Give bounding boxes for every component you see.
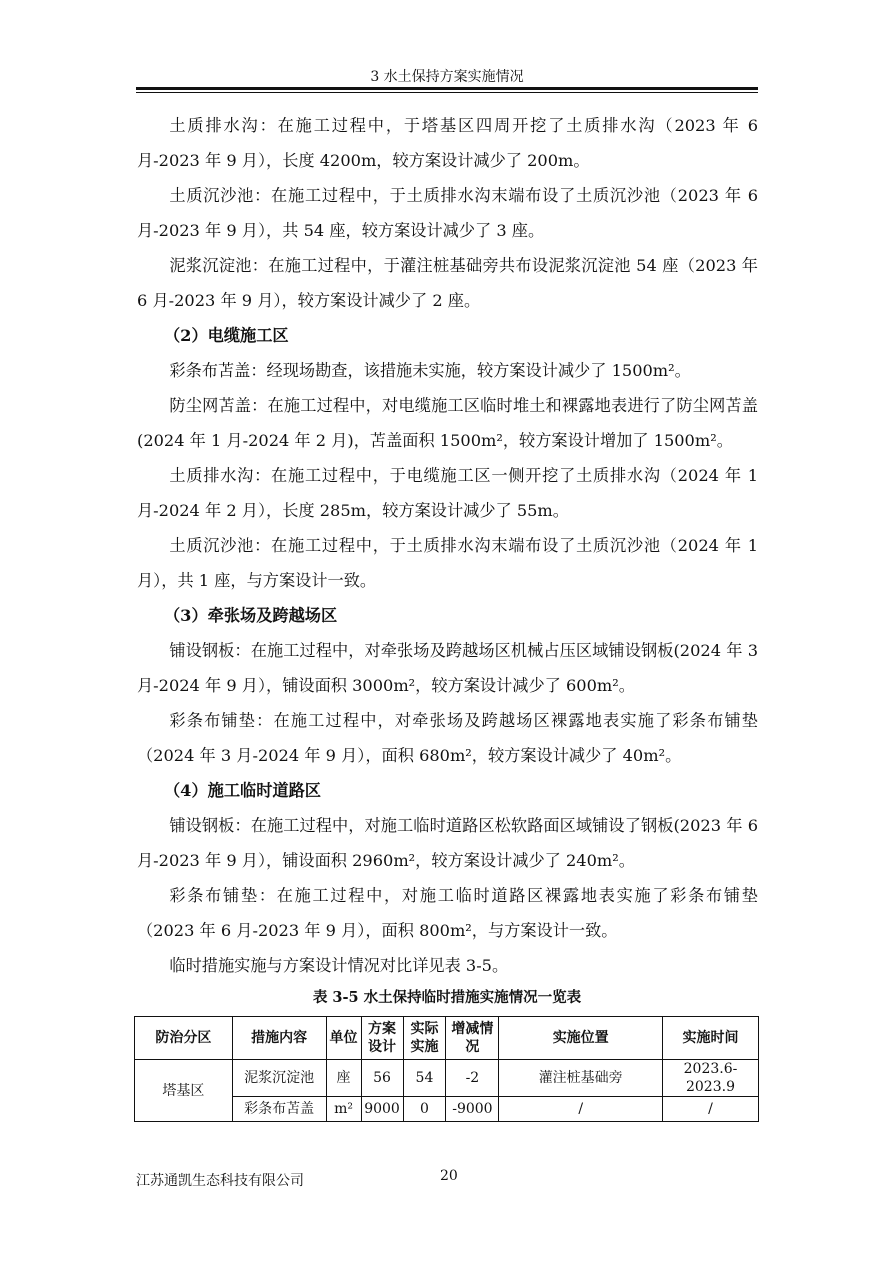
header-cell: 防治分区 <box>135 1017 233 1060</box>
table-cell: m² <box>326 1097 361 1122</box>
header-cell: 增减情况 <box>446 1017 499 1060</box>
table-header-row <box>135 1017 759 1060</box>
paragraph: 临时措施实施与方案设计情况对比详见表 3-5。 <box>169 956 509 975</box>
section-heading: （4）施工临时道路区 <box>164 781 321 800</box>
paragraph: 彩条布苫盖：经现场勘查，该措施未实施，较方案设计减少了 1500m²。 <box>169 361 691 380</box>
table-row <box>135 1060 759 1097</box>
measures-table <box>134 1016 759 1122</box>
header-cell: 实施位置 <box>499 1017 663 1060</box>
paragraph: 泥浆沉淀池：在施工过程中，于灌注桩基础旁共布设泥浆沉淀池 54 座（2023 年 6 月-2023 年 9 月），较方案设计减少了 2 座。 <box>137 256 758 310</box>
header-rule-thick <box>136 87 758 90</box>
header-cell: 实际实施 <box>403 1017 446 1060</box>
table-cell: -9000 <box>446 1097 499 1122</box>
paragraph: 土质沉沙池：在施工过程中，于土质排水沟末端布设了土质沉沙池（2023 年 6 月-2023 年 9 月），共 54 座，较方案设计减少了 3 座。 <box>137 186 758 240</box>
paragraph: 土质排水沟：在施工过程中，于电缆施工区一侧开挖了土质排水沟（2024 年 1 月-2024 年 2 月），长度 285m，较方案设计减少了 55m。 <box>137 466 758 520</box>
paragraph: 防尘网苫盖：在施工过程中，对电缆施工区临时堆土和裸露地表进行了防尘网苫盖(2024 年 1 月-2024 年 2 月)，苫盖面积 1500m²，较方案设计增加了 1500m²。 <box>137 396 758 450</box>
paragraph: 彩条布铺垫：在施工过程中，对施工临时道路区裸露地表实施了彩条布铺垫（2023 年 6 月-2023 年 9 月），面积 800m²，与方案设计一致。 <box>137 886 758 940</box>
paragraph: 铺设钢板：在施工过程中，对牵张场及跨越场区机械占压区域铺设钢板(2024 年 3 月-2024 年 9 月），铺设面积 3000m²，较方案设计减少了 600m²。 <box>137 641 758 695</box>
header-cell: 措施内容 <box>232 1017 326 1060</box>
table-title: 表 3-5 水土保持临时措施实施情况一览表 <box>312 989 582 1006</box>
footer-company: 江苏通凯生态科技有限公司 <box>136 1173 304 1189</box>
header-cell: 单位 <box>326 1017 361 1060</box>
table-cell: / <box>662 1097 758 1122</box>
table-cell: 泥浆沉淀池 <box>232 1060 326 1097</box>
running-header: 3 水土保持方案实施情况 <box>370 69 524 85</box>
paragraph: 土质排水沟：在施工过程中，于塔基区四周开挖了土质排水沟（2023 年 6 月-2023 年 9 月），长度 4200m，较方案设计减少了 200m。 <box>137 116 758 170</box>
section-heading: （3）牵张场及跨越场区 <box>164 606 338 625</box>
table-cell: 2023.6-2023.9 <box>662 1060 758 1097</box>
table-cell: 座 <box>326 1060 361 1097</box>
table-cell: 54 <box>403 1060 446 1097</box>
table-cell: / <box>499 1097 663 1122</box>
header-cell: 方案设计 <box>361 1017 403 1060</box>
table-cell: 灌注桩基础旁 <box>499 1060 663 1097</box>
table-cell: 彩条布苫盖 <box>232 1097 326 1122</box>
zone-cell: 塔基区 <box>135 1060 233 1122</box>
table-cell: 56 <box>361 1060 403 1097</box>
page-number: 20 <box>440 1168 458 1184</box>
section-heading: （2）电缆施工区 <box>164 326 289 345</box>
paragraph: 彩条布铺垫：在施工过程中，对牵张场及跨越场区裸露地表实施了彩条布铺垫（2024 年 3 月-2024 年 9 月），面积 680m²，较方案设计减少了 40m²。 <box>137 711 758 765</box>
document-body <box>137 108 758 983</box>
table-cell: 9000 <box>361 1097 403 1122</box>
header-rule-thin <box>136 92 758 93</box>
table-cell: 0 <box>403 1097 446 1122</box>
table-cell: -2 <box>446 1060 499 1097</box>
paragraph: 土质沉沙池：在施工过程中，于土质排水沟末端布设了土质沉沙池（2024 年 1 月），共 1 座，与方案设计一致。 <box>137 536 758 590</box>
paragraph: 铺设钢板：在施工过程中，对施工临时道路区松软路面区域铺设了钢板(2023 年 6 月-2023 年 9 月），铺设面积 2960m²，较方案设计减少了 240m²。 <box>137 816 758 870</box>
header-cell: 实施时间 <box>662 1017 758 1060</box>
